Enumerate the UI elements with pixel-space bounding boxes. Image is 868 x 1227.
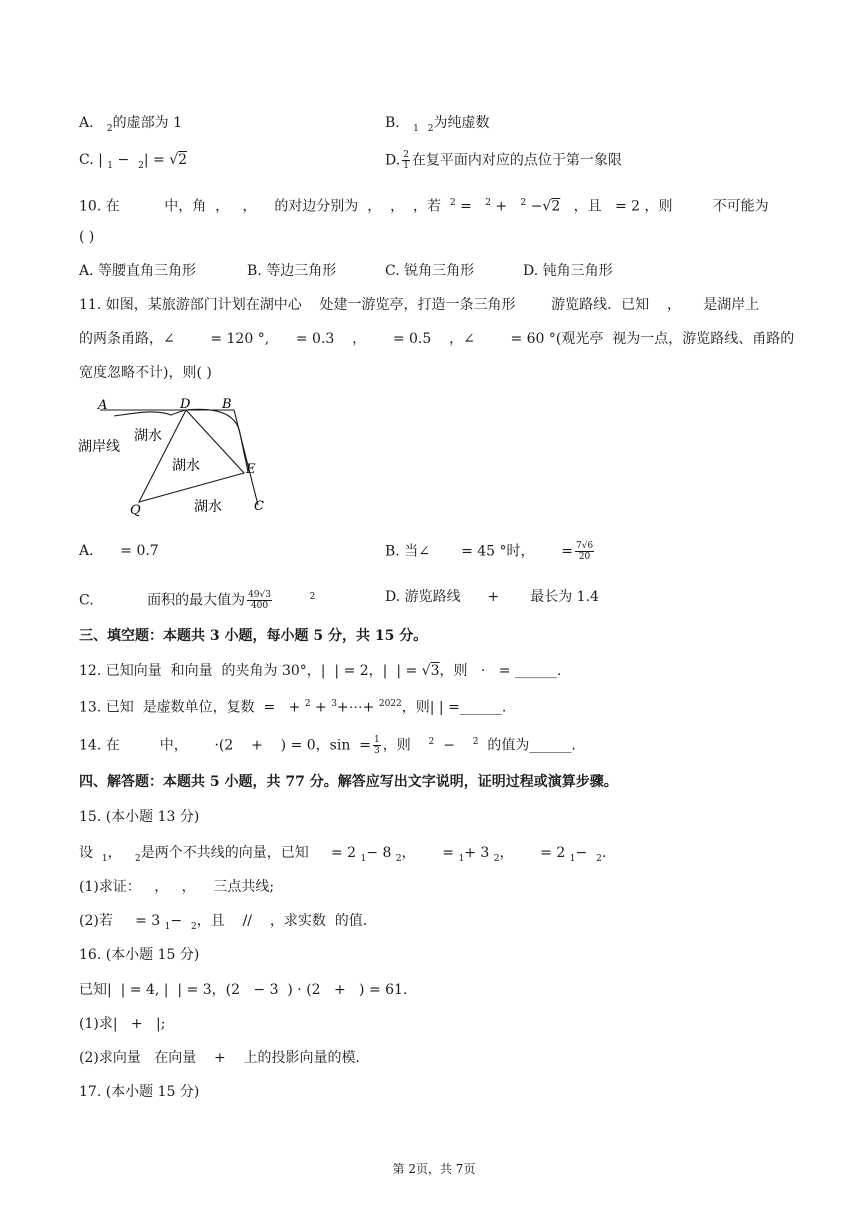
q10-option-d: D. 钝角三角形	[523, 263, 613, 279]
superscript: 2	[472, 737, 479, 747]
text: = 0.3	[295, 331, 335, 347]
text: 中，角	[164, 198, 207, 215]
operator: −	[117, 152, 130, 168]
text: ) · (2	[287, 982, 321, 998]
text: 的对边分别为	[274, 198, 359, 215]
text: |;	[156, 1016, 166, 1032]
radicand: 3	[430, 663, 440, 679]
text: −	[575, 845, 588, 861]
text: 处建一游览亭，打造一条三角形	[319, 297, 516, 313]
text: − 3	[253, 982, 279, 998]
text: = 120 °,	[210, 331, 270, 347]
numerator: 49√3	[248, 590, 271, 601]
option-text: = 45 °时，	[461, 543, 535, 560]
label-b: B	[222, 397, 232, 412]
text: ，	[666, 297, 681, 313]
text: //	[242, 913, 253, 929]
q11-option-a	[79, 541, 159, 561]
text: ·(2	[214, 737, 234, 754]
superscript: 3	[331, 699, 337, 709]
text: (2)若	[79, 913, 113, 929]
q11-option-c	[79, 587, 315, 611]
text: 12. 已知向量	[79, 663, 162, 679]
option-label: C. |	[79, 152, 103, 168]
q9-option-c: C. | $_1$ − $_2$| = √2	[79, 152, 188, 171]
road-bc	[234, 410, 258, 505]
text: =	[359, 737, 371, 754]
answer-blank: | =______.	[438, 699, 507, 716]
text: 设	[79, 845, 93, 861]
q11-line2	[79, 329, 794, 349]
text: = 2	[540, 845, 566, 861]
subscript: 1	[360, 853, 367, 864]
q16-line1	[79, 980, 407, 1000]
minus: −	[530, 198, 543, 215]
lake-figure	[76, 393, 276, 523]
water-label-2: 湖水	[172, 458, 200, 474]
q10-line1: 10. 在 中，角 ， ， 的对边分别为 ， ， ，若 $^2$ = $^2$ + $^2$ −√2 ，且 = 2 ，则 不可能为	[79, 198, 769, 215]
text: (2)求向量	[79, 1050, 141, 1066]
superscript: 2	[520, 198, 527, 208]
q16-line2	[79, 1014, 165, 1034]
text: ) = 0，sin	[280, 737, 351, 754]
q10-option-c: C. 锐角三角形	[385, 263, 475, 279]
text: 是两个不共线的向量，已知	[140, 845, 309, 861]
text: ，	[390, 198, 405, 215]
answer-blank: = ______.	[498, 663, 562, 679]
subscript: 1	[413, 123, 419, 134]
text: ，则	[382, 737, 411, 754]
water-label-1: 湖水	[134, 428, 162, 444]
superscript: 2	[304, 699, 311, 709]
radicand: 2	[178, 152, 188, 168]
q13	[79, 694, 506, 718]
subscript: 1	[569, 853, 576, 864]
plus: +	[495, 198, 508, 215]
option-text: 最长为 1.4	[530, 589, 599, 605]
plus: +	[487, 589, 500, 605]
option-label: A.	[79, 115, 94, 131]
q16-head: 16. (本小题 15 分)	[79, 947, 200, 963]
subscript: 1	[107, 160, 114, 171]
text: ，则	[439, 663, 468, 679]
q10-line2: ( )	[79, 229, 95, 245]
equals: =	[460, 198, 472, 215]
denominator: 1	[403, 161, 409, 171]
text: | = 2，|	[334, 663, 388, 679]
text: 14. 在	[79, 737, 120, 754]
shoreline-curve	[114, 410, 186, 416]
text: ，	[215, 198, 230, 215]
fraction	[373, 735, 381, 756]
subscript: 2	[395, 853, 402, 864]
option-label: B.	[385, 115, 400, 131]
text: − 8	[366, 845, 392, 861]
label-d: D	[180, 397, 191, 412]
subscript: 1	[164, 921, 171, 932]
q16-line3	[79, 1048, 360, 1068]
subscript: 2	[138, 160, 144, 171]
text: 不可能为	[712, 198, 769, 215]
text: ，求实数	[269, 913, 326, 929]
text: 是湖岸上	[703, 297, 760, 313]
superscript: 2022	[378, 699, 402, 709]
text: +	[251, 737, 263, 754]
text: +	[288, 699, 301, 716]
text: 和向量	[170, 663, 213, 679]
text: =	[442, 845, 454, 861]
text: = 2	[331, 845, 357, 861]
q15-line1	[79, 843, 606, 869]
subscript: 2	[596, 853, 602, 864]
option-label: B. 当∠	[385, 543, 430, 560]
section4-title: 四、解答题：本题共 5 小题，共 77 分。解答应写出文字说明，证明过程或演算步骤。	[79, 774, 618, 790]
superscript: 2	[309, 592, 316, 602]
radicand: 2	[551, 198, 561, 215]
text: 在向量	[154, 1050, 197, 1066]
q10-option-a: A. 等腰直角三角形	[79, 263, 197, 279]
label-c: C	[254, 499, 264, 514]
label-e: E	[246, 462, 256, 477]
text: 的值.	[334, 913, 368, 929]
q11-option-d	[385, 587, 599, 607]
superscript: 2	[428, 737, 435, 747]
equals: | =	[143, 152, 165, 168]
label-a: A	[98, 398, 108, 413]
q9-option-d	[385, 150, 622, 171]
option-text: 为纯虚数	[433, 115, 490, 131]
equals: =	[561, 543, 573, 560]
text: 的两条甬路，∠	[79, 331, 175, 347]
option-label: D. 游览路线	[385, 589, 461, 605]
q15-line2	[79, 877, 274, 897]
text: 中，	[159, 737, 188, 754]
q15-line3	[79, 911, 367, 937]
subscript: 2	[427, 123, 434, 134]
text: ，且	[196, 913, 225, 929]
text: 10. 在	[79, 198, 120, 215]
text: +	[333, 982, 346, 998]
q17-head: 17. (本小题 15 分)	[79, 1084, 200, 1100]
numerator: 7√6	[575, 541, 594, 551]
q11-line3: 宽度忽略不计)，则( )	[79, 365, 212, 381]
shoreline-label: 湖岸线	[78, 439, 120, 455]
text: 13. 已知	[79, 699, 134, 716]
numerator: 2	[403, 150, 409, 160]
text: | =	[396, 663, 418, 679]
denominator: 20	[578, 552, 591, 562]
fraction	[575, 541, 594, 562]
text: ，且	[573, 198, 602, 215]
text: .	[601, 845, 607, 861]
text: +	[315, 699, 327, 716]
text: 视为一点，游览路线、甬路的	[612, 331, 795, 347]
text: ，若	[413, 198, 442, 215]
text: 三点共线;	[213, 879, 275, 895]
fraction	[247, 590, 272, 611]
text: −	[170, 913, 183, 929]
text: ，	[107, 845, 122, 861]
superscript: 2	[485, 198, 491, 208]
triangle-route	[139, 410, 244, 502]
text: ，则|	[401, 699, 435, 716]
text: | = 3，(2	[177, 982, 241, 998]
q11-option-b	[385, 541, 596, 562]
text: 11. 如图，某旅游部门计划在湖中心	[79, 297, 302, 313]
water-label-3: 湖水	[194, 499, 222, 515]
text: + 3	[464, 845, 490, 861]
subscript: 1	[101, 853, 108, 864]
text: ) = 61.	[359, 982, 408, 998]
superscript: 2	[449, 198, 456, 208]
label-q: Q	[130, 503, 141, 518]
option-label: A.	[79, 543, 94, 559]
q14	[79, 732, 576, 756]
text: ，	[499, 845, 514, 861]
q9-option-a	[79, 113, 182, 139]
option-text: = 0.7	[120, 543, 159, 559]
text: = 0.5	[392, 331, 432, 347]
option-text: 的虚部为 1	[112, 115, 183, 131]
text: +	[130, 1016, 143, 1032]
text: = 3	[135, 913, 161, 929]
subscript: 1	[458, 853, 465, 864]
text: +⋯+	[336, 699, 375, 716]
text: (1)求|	[79, 1016, 118, 1032]
denominator: 3	[374, 746, 380, 757]
option-label: D.	[385, 152, 401, 169]
text: +	[214, 1050, 226, 1066]
text: ，	[367, 198, 382, 215]
minus: −	[443, 737, 455, 754]
section3-title: 三、填空题：本题共 3 小题，每小题 5 分，共 15 分。	[79, 628, 428, 644]
denominator: 400	[250, 601, 269, 612]
q9-option-b	[385, 113, 489, 139]
text: = 60 °(观光亭	[510, 331, 604, 347]
text: ，	[242, 198, 257, 215]
text: (1)求证：	[79, 879, 141, 895]
option-text: 面积的最大值为	[147, 592, 246, 609]
text: ，	[352, 331, 367, 347]
text: ，	[401, 845, 416, 861]
text: ，	[154, 879, 169, 895]
text: 是虚数单位，复数	[142, 699, 255, 716]
text: ，∠	[449, 331, 475, 347]
q11-line1	[79, 295, 759, 315]
text: = 2 ，则	[614, 198, 673, 215]
text: ·	[480, 663, 486, 679]
option-label: C.	[79, 592, 94, 609]
text: 上的投影向量的模.	[243, 1050, 361, 1066]
answer-blank: 的值为______.	[487, 737, 576, 754]
text: 的夹角为 30°，|	[221, 663, 326, 679]
text: 游览路线．已知	[551, 297, 650, 313]
subscript: 2	[493, 853, 500, 864]
text: | = 4, |	[120, 982, 169, 998]
subscript: 2	[106, 123, 113, 134]
q12: 12. 已知向量 和向量 的夹角为 30°，| | = 2，| | = √3，则 · = ______.	[79, 663, 562, 679]
text: =	[263, 699, 276, 716]
text: ，	[181, 879, 196, 895]
page-footer: 第 2页，共 7页	[392, 1162, 476, 1176]
fraction	[402, 150, 410, 171]
option-text: 在复平面内对应的点位于第一象限	[411, 152, 622, 169]
q10-option-b: B. 等边三角形	[247, 263, 337, 279]
subscript: 2	[135, 853, 141, 864]
text: 已知|	[79, 982, 112, 998]
numerator: 1	[374, 735, 380, 746]
subscript: 2	[191, 921, 197, 932]
q15-head: 15. (本小题 13 分)	[79, 809, 200, 825]
